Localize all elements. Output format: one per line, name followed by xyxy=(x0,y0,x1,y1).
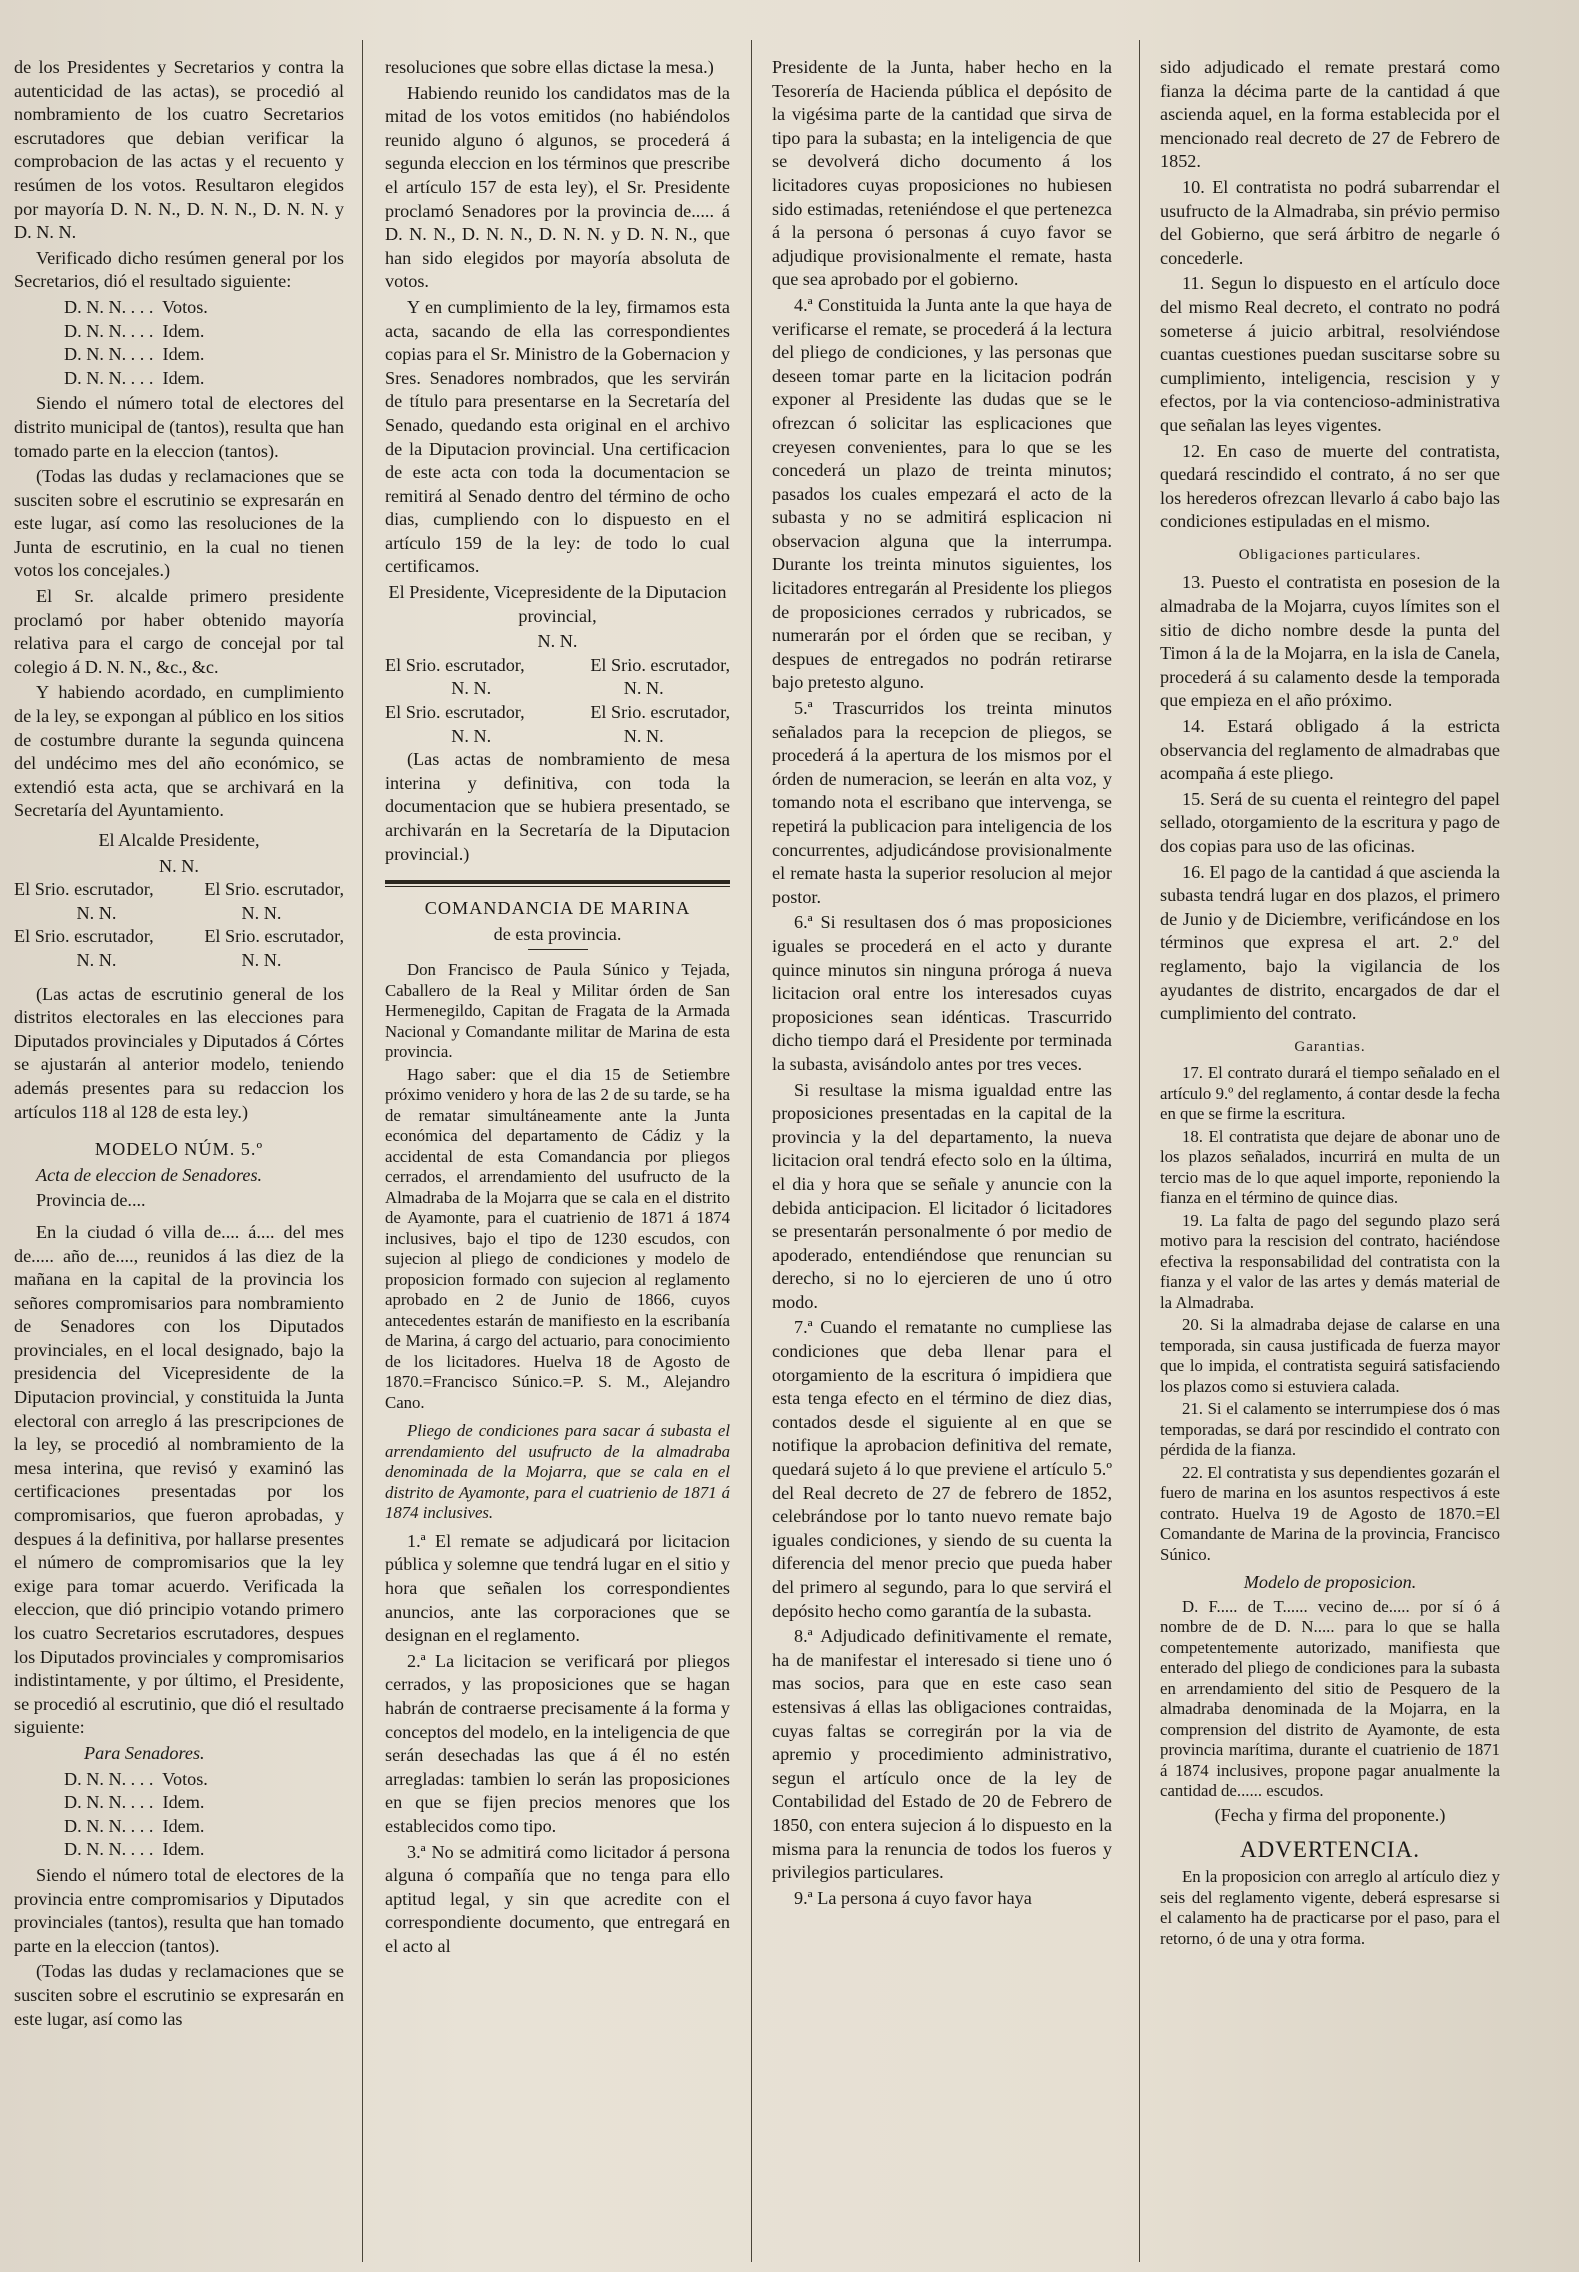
paragraph: (Las actas de escrutinio general de los distritos electorales en las elecciones para Diputados provinciales y Diputados á Córtes se ajustarán al anterior modelo, teniendo además presentes para su redaccion los artículos 118 al 128 de esta ley.) xyxy=(14,983,344,1122)
clause: 10. El contratista no podrá subarrendar el usufructo de la Almadraba, sin prévio permiso del Gobierno, que será árbitro de negarle ó concederle. xyxy=(1160,176,1500,268)
signature-name: N. N. xyxy=(451,725,492,746)
signature-row xyxy=(14,925,344,949)
clause: 20. Si la almadraba dejase de calarse en una temporada, sin causa justificada de fuerza mayor que lo impida, el contratista seguirá satisfaciendo los plazos como si estuviera calada. xyxy=(1160,1315,1500,1396)
vote-row: D. N. N. . . . Idem. xyxy=(64,367,205,388)
signature-row xyxy=(14,949,344,973)
paragraph: Pliego de condiciones para sacar á subasta el arrendamiento del usufructo de la almadraba denominada de la Mojarra, que se cala en el distrito de Ayamonte, para el cuatrienio de 1871 á 1874 inclusives. xyxy=(385,1421,730,1523)
signature-title: El Srio. escrutador, xyxy=(590,654,730,675)
signature-title: El Srio. escrutador, xyxy=(204,879,344,900)
paragraph: Don Francisco de Paula Súnico y Tejada, Caballero de la Real y Militar órden de San Hermenegildo, Capitan de Fragata de la Armada Nacional y Comandante militar de Marina de esta provincia. xyxy=(385,960,730,1062)
vote-row: D. N. N. . . . Votos. xyxy=(64,296,208,317)
clause: 9.ª La persona á cuyo favor haya xyxy=(794,1887,1032,1908)
section-divider xyxy=(385,886,730,887)
signature-row xyxy=(385,725,730,749)
clause: 4.ª Constituida la Junta ante la que haya de verificarse el remate, se procederá á la lectura del pliego de condiciones, y las personas que deseen tomar parte en la licitacion podrán exponer al Presidente las dudas que se le ofrezcan ó solicitar las esplicaciones que creyesen convenientes, para lo que se les concederá un plazo de treinta minutos; pasados los cuales empezará el acto de la subasta y no se admitirá esplicacion ni observacion alguna que la interrumpa. Durante los treinta minutos siguientes, los licitadores entregarán al Presidente los pliegos de proposiciones cerrados y rubricados, se numerarán por el órden que se reciban, y despues de entregados no podrán retirarse bajo pretesto alguno. xyxy=(772,294,1112,693)
vote-table xyxy=(64,296,344,390)
signature-row xyxy=(14,878,344,902)
paragraph: Hago saber: que el dia 15 de Setiembre próximo venidero y hora de las 2 de su tarde, se ha de rematar simultáneamente ante la Junta económica del departamento de Cádiz y la accidental de esta Comandancia por pliegos cerrados, el arrendamiento del usufructo de la Almadraba de la Mojarra que se cala en el distrito de Ayamonte, para el cuatrienio de 1871 á 1874 inclusives, bajo el tipo de 1230 escudos, con sujecion al pliego de condiciones y modelo de proposicion formado con sujecion al reglamento aprobado en 2 de Junio de 1866, cuyos antecedentes estarán de manifiesto en la escribanía de Marina, á cargo del actuario, para conocimiento de los licitadores. Huelva 18 de Agosto de 1870.=Francisco Súnico.=P. S. M., Alejandro Cano. xyxy=(385,1064,730,1412)
clause: 8.ª Adjudicado definitivamente el remate, ha de manifestar el interesado si tiene uno ó mas socios, para que en este caso sean estensivas á ellas las obligaciones contraidas, cuyas faltas se corregirán por la via de apremio y procedimiento administrativo, segun el artículo once de la ley de Contabilidad del Estado de 20 de Febrero de 1850, con entera sujecion á lo dispuesto en la misma para la renuncia de todos los fueros y privilegios particulares. xyxy=(772,1626,1112,1883)
signature-row xyxy=(385,677,730,701)
clause: 18. El contratista que dejare de abonar uno de los plazos señalados, incurrirá en multa de un tercio mas de lo que aquel importe, reponiendo la fianza en el término de quince dias. xyxy=(1160,1126,1500,1208)
section-heading: COMANDANCIA DE MARINA xyxy=(424,898,691,919)
vote-row: D. N. N. . . . Idem. xyxy=(64,344,205,365)
paragraph: En la ciudad ó villa de.... á.... del mes de..... año de...., reunidos á las diez de la mañana en la capital de la provincia los señores compromisarios para nombramiento de Senadores con los Diputados provinciales, en el local designado, bajo la presidencia del Vicepresidente de la Diputacion provincial, y constituida la Junta electoral con arreglo á las prescripciones de la ley, se procedió al nombramiento de la mesa interina, que revisó y examinó las certificaciones presentadas por los compromisarios, que fueron aprobadas, y despues á la definitiva, por hallarse presentes el número de compromisarios que la ley exige para tomar acuerdo. Verificada la eleccion, que dió principio votando primero los cuatro Secretarios escrutadores, despues los Diputados provinciales y compromisarios indistintamente, y por último, el Presidente, se procedió al escrutinio, que dió el resultado siguiente: xyxy=(14,1221,344,1738)
paragraph: Siendo el número total de electores del distrito municipal de (tantos), resulta que han tomado parte en la eleccion (tantos). xyxy=(14,393,344,461)
clause: 13. Puesto el contratista en posesion de la almadraba de la Mojarra, cuyos límites son el sitio de dicho nombre desde la punta del Timon á la de la Mojarra, en la isla de Canela, procederá á su calamento desde la temporada que empieza en el año próximo. xyxy=(1160,572,1500,711)
clause: 14. Estará obligado á la estricta observancia del reglamento de almadrabas que acompaña á este pliego. xyxy=(1160,716,1500,784)
signature-title: El Srio. escrutador, xyxy=(14,926,154,947)
vote-row: D. N. N. . . . Idem. xyxy=(64,1792,205,1813)
signature-title: El Srio. escrutador, xyxy=(204,926,344,947)
signature-name: N. N. xyxy=(76,949,117,970)
paragraph: (Todas las dudas y reclamaciones que se susciten sobre el escrutinio se expresarán en este lugar, así como las resoluciones de la Junta de escrutinio, en la cual no tienen votos los concejales.) xyxy=(14,466,344,581)
signature-name: N. N. xyxy=(623,725,664,746)
short-divider xyxy=(528,949,588,950)
clause: 21. Si el calamento se interrumpiese dos ó mas temporadas, se dará por rescindido el contrato con pérdida de la fianza. xyxy=(1160,1399,1500,1460)
paragraph: de los Presidentes y Secretarios y contra la autenticidad de las actas), se procedió al nombramiento de los cuatro Secretarios escrutadores que debian verificar la comprobacion de las actas y el recuento y resúmen de los votos. Resultaron elegidos por mayoría D. N. N., D. N. N., D. N. N. y D. N. N. xyxy=(14,57,344,243)
paragraph: Y habiendo acordado, en cumplimiento de la ley, se expongan al público en los sitios de costumbre durante la segunda quincena del undécimo mes del año económico, se extendió esta acta, que se archivará en la Secretaría del Ayuntamiento. xyxy=(14,682,344,821)
signature-name: N. N. xyxy=(623,678,664,699)
clause: 12. En caso de muerte del contratista, quedará rescindido el contrato, á no ser que los herederos ofrezcan llevarlo á cabo bajo las condiciones estipuladas en el mismo. xyxy=(1160,440,1500,532)
section-heading: MODELO NÚM. 5.º xyxy=(94,1139,264,1160)
paragraph: (Todas las dudas y reclamaciones que se susciten sobre el escrutinio se expresarán en este lugar, así como las xyxy=(14,1961,344,2029)
column-rule xyxy=(362,40,363,2262)
column-1 xyxy=(14,56,344,2256)
signature-title: El Alcalde Presidente, xyxy=(98,830,260,850)
paragraph: Verificado dicho resúmen general por los Secretarios, dió el resultado siguiente: xyxy=(14,247,344,292)
signature-title: El Presidente, Vicepresidente de la Diputacion provincial, xyxy=(388,582,727,626)
signature-name: N. N. xyxy=(159,855,199,876)
vote-row: D. N. N. . . . Votos. xyxy=(64,1768,208,1789)
paragraph: Provincia de.... xyxy=(36,1190,146,1211)
section-subheading: Para Senadores. xyxy=(84,1742,205,1763)
column-rule xyxy=(1139,40,1140,2262)
paragraph: (Las actas de nombramiento de mesa interina y definitiva, con toda la documentacion que se hubiera presentado, se archivarán en la Secretaría de la Diputacion provincial.) xyxy=(385,749,730,864)
paragraph: Siendo el número total de electores de la provincia entre compromisarios y Diputados provinciales (tantos), resulta que han tomado parte en la eleccion (tantos). xyxy=(14,1864,344,1956)
clause: 6.ª Si resultasen dos ó mas proposiciones iguales se procederá en el acto y durante quince minutos sin ninguna próroga á nueva licitacion oral entre los interesados cuyas proposiciones sean idénticas. Trascurrido dicho tiempo dará el Presidente por terminada la subasta, avisándolo antes por tres veces. xyxy=(772,912,1112,1074)
section-heading: Garantias. xyxy=(1294,1038,1366,1055)
section-heading: ADVERTENCIA. xyxy=(1240,1836,1420,1862)
paragraph: Habiendo reunido los candidatos mas de la mitad de los votos emitidos (no habiéndolos reunido alguno ó algunos, se procederá á segunda eleccion en los términos que prescribe el artículo 157 de esta ley), el Sr. Presidente proclamó Senadores por la provincia de..... á D. N. N., D. N. N., D. N. N. y D. N. N., que han sido elegidos por mayoría absoluta de votos. xyxy=(385,82,730,292)
paragraph: sido adjudicado el remate prestará como fianza la décima parte de la cantidad á que ascienda aquel, en la forma establecida por el mencionado real decreto de 27 de Febrero de 1852. xyxy=(1160,57,1500,172)
signature-row xyxy=(385,701,730,725)
signature-row xyxy=(14,902,344,926)
clause: 1.ª El remate se adjudicará por licitacion pública y solemne que tendrá lugar en el sitio y hora que señalen los correspondientes anuncios, ante las corporaciones que se designan en el reglamento. xyxy=(385,1530,730,1646)
paragraph: resoluciones que sobre ellas dictase la mesa.) xyxy=(385,57,714,77)
section-subheading: Acta de eleccion de Senadores. xyxy=(36,1164,263,1185)
paragraph: Presidente de la Junta, haber hecho en la Tesorería de Hacienda pública el depósito de la vigésima parte de la cantidad que sirva de tipo para la subasta; en la inteligencia de que se devolverá dicho documento á los licitadores cuyas proposiciones no hubiesen sido estimadas, reteniéndose el que pertenezca á la persona ó personas á cuyo favor se adjudique provisionalmente el remate, hasta que sea aprobado por el gobierno. xyxy=(772,57,1112,290)
paragraph: El Sr. alcalde primero presidente proclamó por haber obtenido mayoría relativa para el cargo de concejal por tal colegio á D. N. N., &c., &c. xyxy=(14,586,344,677)
clause: 11. Segun lo dispuesto en el artículo doce del mismo Real decreto, el contrato no podrá someterse á juicio arbitral, resolviéndose cuantas cuestiones puedan suscitarse sobre su cumplimiento, inteligencia, rescision y y efectos, por la via contencioso-administrativa que señalan las leyes vigentes. xyxy=(1160,273,1500,435)
signature-row xyxy=(385,654,730,678)
clause: 19. La falta de pago del segundo plazo será motivo para la rescision del contrato, haciéndose efectiva la responsabilidad del contratista con la fianza y el valor de las artes y demás material de la Almadraba. xyxy=(1160,1210,1500,1312)
paragraph: D. F..... de T...... vecino de..... por sí ó á nombre de de D. N..... para lo que se halla competentemente autorizado, manifiesta que enterado del pliego de condiciones para la subasta en arrendamiento del sitio de Pesquero de la almadraba denominada de la Mojarra, en la comprension del distrito de Ayamonte, de esta provincia marítima, durante el cuatrienio de 1871 á 1874 inclusives, propone pagar anualmente la cantidad de...... escudos. xyxy=(1160,1596,1500,1801)
section-subheading: de esta provincia. xyxy=(493,923,622,944)
vote-row: D. N. N. . . . Idem. xyxy=(64,320,205,341)
signature-name: N. N. xyxy=(451,678,492,699)
clause: 16. El pago de la cantidad á que ascienda la subasta tendrá lugar en dos plazos, el primero de Junio y de Diciembre, verificándose en los términos que expresa el art. 2.º del reglamento, bajo la vigilancia de los ayudantes de distrito, encargados de dar el cumplimiento del contrato. xyxy=(1160,861,1500,1024)
clause: 7.ª Cuando el rematante no cumpliese las condiciones que deba llenar para el otorgamiento de la escritura ó impidiera que esta tenga efecto en el término de diez dias, contados desde el siguiente al en que se notifique la aprobacion definitiva del remate, quedará sujeto á lo que previene el artículo 5.º del Real decreto de 27 de febrero de 1852, celebrándose por lo tanto nuevo remate bajo iguales condiciones, y siendo de su cuenta la diferencia del menor precio que pueda haber del primero al segundo, para lo que servirá el depósito hecho como garantía de la subasta. xyxy=(772,1317,1112,1621)
column-3 xyxy=(772,56,1112,2256)
signature-name: N. N. xyxy=(537,631,578,652)
vote-row: D. N. N. . . . Idem. xyxy=(64,1815,205,1836)
vote-table xyxy=(64,1768,344,1862)
section-heading: Obligaciones particulares. xyxy=(1238,546,1422,563)
clause: 5.ª Trascurridos los treinta minutos señalados para la recepcion de pliegos, se procederá á la apertura de los mismos por el órden de numeracion, se leerán en alta voz, y tomando nota el escribano que intervenga, se repetirá la publicacion para inteligencia de los concurrentes, adjudicándose provisionalmente el remate hasta la superior resolucion al mejor postor. xyxy=(772,698,1112,907)
clause: 15. Será de su cuenta el reintegro del papel sellado, otorgamiento de la escritura y pago de dos copias para uso de las oficinas. xyxy=(1160,788,1500,856)
vote-row: D. N. N. . . . Idem. xyxy=(64,1839,205,1860)
clause: 17. El contrato durará el tiempo señalado en el artículo 9.º del reglamento, á contar desde la fecha en que se firme la escritura. xyxy=(1160,1063,1500,1124)
section-divider xyxy=(385,880,730,884)
paragraph: Y en cumplimiento de la ley, firmamos esta acta, sacando de ella las correspondientes copias para el Sr. Ministro de la Gobernacion y Sres. Senadores nombrados, que les servirán de título para presentarse en la Secretaría del Senado, quedando esta original en el archivo de la Diputacion provincial. Una certificacion de este acta con toda la documentacion se remitirá al Senado dentro del término de ocho dias, cumpliendo con lo dispuesto en el artículo 159 de la ley: de todo lo cual certificamos. xyxy=(385,296,730,577)
clause: 2.ª La licitacion se verificará por pliegos cerrados, y las proposiciones que se hagan habrán de contraerse precisamente á la forma y conceptos del modelo, en la inteligencia de que serán desechadas las que á él no estén arregladas: tambien lo serán las proposiciones en que se fijen precios menores que los establecidos como tipo. xyxy=(385,1650,730,1836)
signature-name: N. N. xyxy=(241,949,282,970)
column-4 xyxy=(1160,56,1500,2256)
signature-title: El Srio. escrutador, xyxy=(385,702,525,723)
column-2 xyxy=(385,56,730,2256)
signature-name: N. N. xyxy=(241,902,282,923)
clause: 22. El contratista y sus dependientes gozarán el fuero de marina en los asuntos respectivos á este contrato. Huelva 19 de Agosto de 1870.=El Comandante de Marina de la provincia, Francisco Súnico. xyxy=(1160,1462,1500,1564)
clause: 3.ª No se admitirá como licitador á persona alguna ó compañía que no tenga para ello aptitud legal, y sin que acredite con el correspondiente documento, que entregará en el acto al xyxy=(385,1841,730,1956)
signature-title: El Srio. escrutador, xyxy=(14,879,154,900)
clause: Si resultase la misma igualdad entre las proposiciones presentadas en la capital de la provincia y la del departamento, la nueva licitacion oral tendrá efecto solo en la última, el dia y hora que se señale y anuncie con la debida anticipacion. El licitador ó licitadores se presentarán personalmente ó por medio de apoderado, entendiéndose que renuncian su derecho, si no lo ejercieren de uno ú otro modo. xyxy=(772,1079,1112,1312)
column-rule xyxy=(751,40,752,2262)
signature-title: El Srio. escrutador, xyxy=(590,702,730,723)
section-heading: Modelo de proposicion. xyxy=(1243,1572,1417,1593)
signature-name: N. N. xyxy=(76,902,117,923)
signature-title: El Srio. escrutador, xyxy=(385,654,525,675)
signature-note: (Fecha y firma del proponente.) xyxy=(1214,1804,1446,1825)
paragraph: En la proposicion con arreglo al artículo diez y seis del reglamento vigente, deberá espresarse si el calamento ha de practicarse por el paso, para el retorno, ó de una y otra forma. xyxy=(1160,1867,1500,1948)
